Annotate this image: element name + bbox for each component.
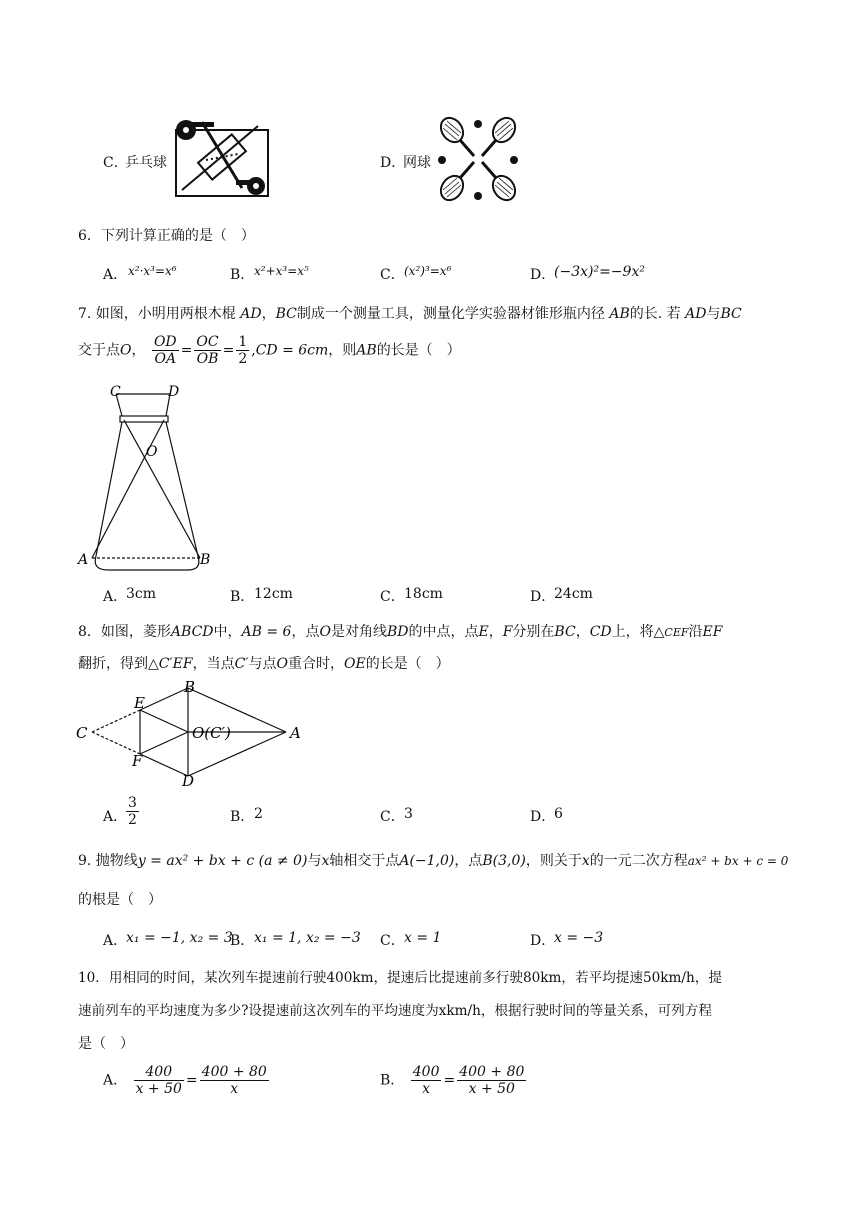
q7-label-o: O [146, 444, 158, 460]
q5-option-d-label: D． [380, 155, 406, 171]
q7-text: ，则 [328, 342, 357, 359]
q8-var-cprime: C′ [234, 656, 249, 672]
q9-option-c-text: x = 1 [404, 930, 442, 946]
q8-text: 沿 [688, 624, 703, 640]
q8-text: ，点 [291, 624, 320, 640]
q7-text: 的长是（ ） [376, 342, 461, 359]
q7-var-o: O [120, 342, 132, 359]
q7-option-b-label: B． [230, 589, 255, 605]
q8-var-o: O [319, 624, 331, 640]
q10-option-b-right-fraction: $\frac{400 + 80}{x + 50}$ [459, 1064, 525, 1097]
table-tennis-icon [172, 116, 272, 200]
q8-text: 翻折，得到△ [78, 656, 159, 672]
q8-text: 8．如图，菱形 [78, 624, 171, 640]
q8-option-a-label: A． [103, 809, 128, 825]
q8-option-b-text: 2 [254, 806, 263, 822]
q7-option-c-label: C． [380, 589, 405, 605]
q6-option-b-label: B． [230, 267, 255, 283]
q7-option-d-label: D． [530, 589, 556, 605]
q9-var-x: x [321, 853, 330, 869]
tennis-icon [436, 116, 520, 204]
q8-var-cef: CEF [664, 626, 689, 639]
q9-equation: ax² + bx + c = 0 [687, 854, 789, 868]
q7-label-c: C [110, 384, 121, 400]
q9-option-d-label: D． [530, 933, 556, 949]
q7-text: 交于点 [78, 342, 120, 359]
q9-option-b-text: x₁ = 1, x₂ = −3 [254, 930, 361, 946]
q9-point-b: B(3,0) [482, 853, 526, 869]
q7-option-a-text: 3cm [126, 586, 157, 602]
q9-option-c-label: C． [380, 933, 405, 949]
q10-option-a-label: A． [103, 1072, 128, 1089]
q9-parabola: y = ax² + bx + c (a ≠ 0) [137, 853, 308, 869]
q10-option-b-left-fraction: $\frac{400}{x}$ [412, 1064, 440, 1097]
q8-label-d: D [182, 772, 195, 790]
q8-stem-line1 [78, 621, 722, 641]
q8-var-oe: OE [343, 656, 366, 672]
q6-option-a-math: x²·x³=x⁶ [128, 264, 177, 278]
q10-stem-line1: 10．用相同的时间，某次列车提速前行驶400km，提速后比提速前多行驶80km，若平均提速50km/h，提 [78, 970, 722, 986]
q7-label-d: D [168, 384, 180, 400]
q8-option-c-text: 3 [404, 806, 413, 822]
q7-stem-line2: 交于点O， $\frac{OD}{OA}$ = $\frac{OC}{OB}$ = $\frac{1}{2}$ ,CD = 6cm，则AB的长是（ ） [78, 334, 461, 367]
q8-option-a-den: 2 [128, 812, 137, 828]
q8-var-bd: BD [386, 624, 409, 640]
q7-fraction-oc-ob: $\frac{OC}{OB}$ [196, 334, 219, 367]
q8-label-b: B [184, 678, 196, 696]
q6-option-d-label: D． [530, 267, 556, 283]
q9-option-b-label: B． [230, 933, 255, 949]
q8-var-ef: EF [702, 624, 723, 640]
q9-option-a-text: x₁ = −1, x₂ = 3 [126, 930, 233, 946]
q7-label-a: A [78, 552, 89, 568]
q8-text: 的中点，点 [408, 624, 479, 640]
q8-text: 重合时， [287, 656, 344, 672]
q8-stem-line2 [78, 653, 450, 673]
q8-text: 上，将△ [611, 624, 665, 640]
q8-option-d-text: 6 [554, 806, 563, 822]
q7-text: 的长. 若 [629, 306, 681, 322]
q8-var-cprime-ef: C′EF [158, 656, 193, 672]
q8-var-o: O [276, 656, 288, 672]
q7-option-a-label: A． [103, 589, 128, 605]
q8-var-e: E [478, 624, 489, 640]
q10-option-a: A． $\frac{400}{x + 50}$ = $\frac{400 + 80}{x}$ [103, 1064, 267, 1097]
q7-text: 与 [706, 306, 721, 322]
q7-text: 制成一个测量工具，测量化学实验器材锥形瓶内径 [296, 306, 605, 322]
q9-option-a-label: A． [103, 933, 128, 949]
q7-option-d-text: 24cm [554, 586, 593, 602]
q8-text: ， [488, 624, 503, 640]
q9-text: 轴相交于点 [329, 853, 400, 869]
q10-option-b-label: B． [380, 1072, 405, 1089]
q8-option-c-label: C． [380, 809, 405, 825]
q6-option-a-label: A． [103, 267, 128, 283]
q8-text: 的长是（ ） [365, 656, 450, 672]
q7-fraction-half: $\frac{1}{2}$ [238, 334, 248, 367]
q8-option-a-fraction [124, 795, 141, 828]
q8-var-bc: BC [554, 624, 576, 640]
q8-text: ，当点 [192, 656, 235, 672]
q9-text: 9. 抛物线 [78, 853, 138, 869]
q9-text: ，点 [454, 853, 483, 869]
q8-text: 是对角线 [330, 624, 387, 640]
q8-text: 与点 [248, 656, 277, 672]
q8-label-f: F [132, 752, 143, 770]
q7-text: 7. 如图，小明用两根木棍 [78, 306, 236, 322]
q10-option-a-left-fraction: $\frac{400}{x + 50}$ [135, 1064, 182, 1097]
q9-stem-line1 [78, 850, 788, 870]
q7-option-c-text: 18cm [404, 586, 443, 602]
q5-option-d-text: 网球 [403, 155, 431, 171]
q8-text: 分别在 [512, 624, 555, 640]
q6-option-c-math: (x²)³=x⁶ [404, 264, 452, 278]
q8-option-d-label: D． [530, 809, 556, 825]
q9-stem-line2: 的根是（ ） [78, 892, 162, 908]
q8-var-f: F [502, 624, 513, 640]
q7-cd-length: CD = 6cm [255, 342, 329, 359]
q9-text: ，则关于 [525, 853, 582, 869]
q7-option-b-text: 12cm [254, 586, 293, 602]
q8-option-a-num: 3 [128, 795, 137, 811]
q7-var-bc: BC [720, 306, 742, 322]
q7-label-b: B [200, 552, 211, 568]
q8-var-ab: AB = 6 [241, 624, 292, 640]
q7-var-ad: AD [685, 306, 707, 322]
q7-var-ad: AD [240, 306, 262, 322]
q7-flask-figure [78, 380, 218, 580]
q6-stem: 6．下列计算正确的是（ ） [78, 228, 255, 244]
q9-option-d-text: x = −3 [554, 930, 604, 946]
q10-stem-line2: 速前列车的平均速度为多少?设提速前这次列车的平均速度为xkm/h，根据行驶时间的等量关系，可列方程 [78, 1003, 712, 1019]
q8-label-c: C [76, 724, 88, 742]
q7-stem-line1: 7. 如图，小明用两根木棍 AD，BC制成一个测量工具，测量化学实验器材锥形瓶内径 AB的长. 若 AD与BC [78, 306, 742, 322]
q10-option-b: B． $\frac{400}{x}$ = $\frac{400 + 80}{x + 50}$ [380, 1064, 525, 1097]
q8-text: ， [575, 624, 590, 640]
q8-text: 中， [213, 624, 242, 640]
q8-option-b-label: B． [230, 809, 255, 825]
q9-text: 与 [307, 853, 322, 869]
q8-var-cd: CD [589, 624, 612, 640]
q8-var-abcd: ABCD [170, 624, 214, 640]
q8-label-a: A [290, 724, 301, 742]
q5-option-c-label: C． [103, 155, 128, 171]
q6-option-b-math: x²+x³=x⁵ [254, 264, 309, 278]
q7-var-ab: AB [356, 342, 377, 359]
q6-option-c-label: C． [380, 267, 405, 283]
q7-var-bc: BC [275, 306, 297, 322]
q9-text: 的一元二次方程 [589, 853, 688, 869]
q5-option-c-text: 乒乓球 [125, 155, 167, 171]
q10-stem-line3: 是（ ） [78, 1036, 134, 1052]
q7-var-ab: AB [609, 306, 630, 322]
q8-label-e: E [134, 694, 145, 712]
q8-rhombus-figure [76, 680, 316, 790]
q7-fraction-od-oa: $\frac{OD}{OA}$ [153, 334, 177, 367]
q8-label-o-cprime: O(C′) [192, 724, 231, 742]
q9-point-a: A(−1,0) [399, 853, 455, 869]
q9-var-x: x [581, 853, 590, 869]
q10-option-a-right-fraction: $\frac{400 + 80}{x}$ [201, 1064, 267, 1097]
q6-option-d-math: (−3x)²=−9x² [554, 264, 645, 280]
